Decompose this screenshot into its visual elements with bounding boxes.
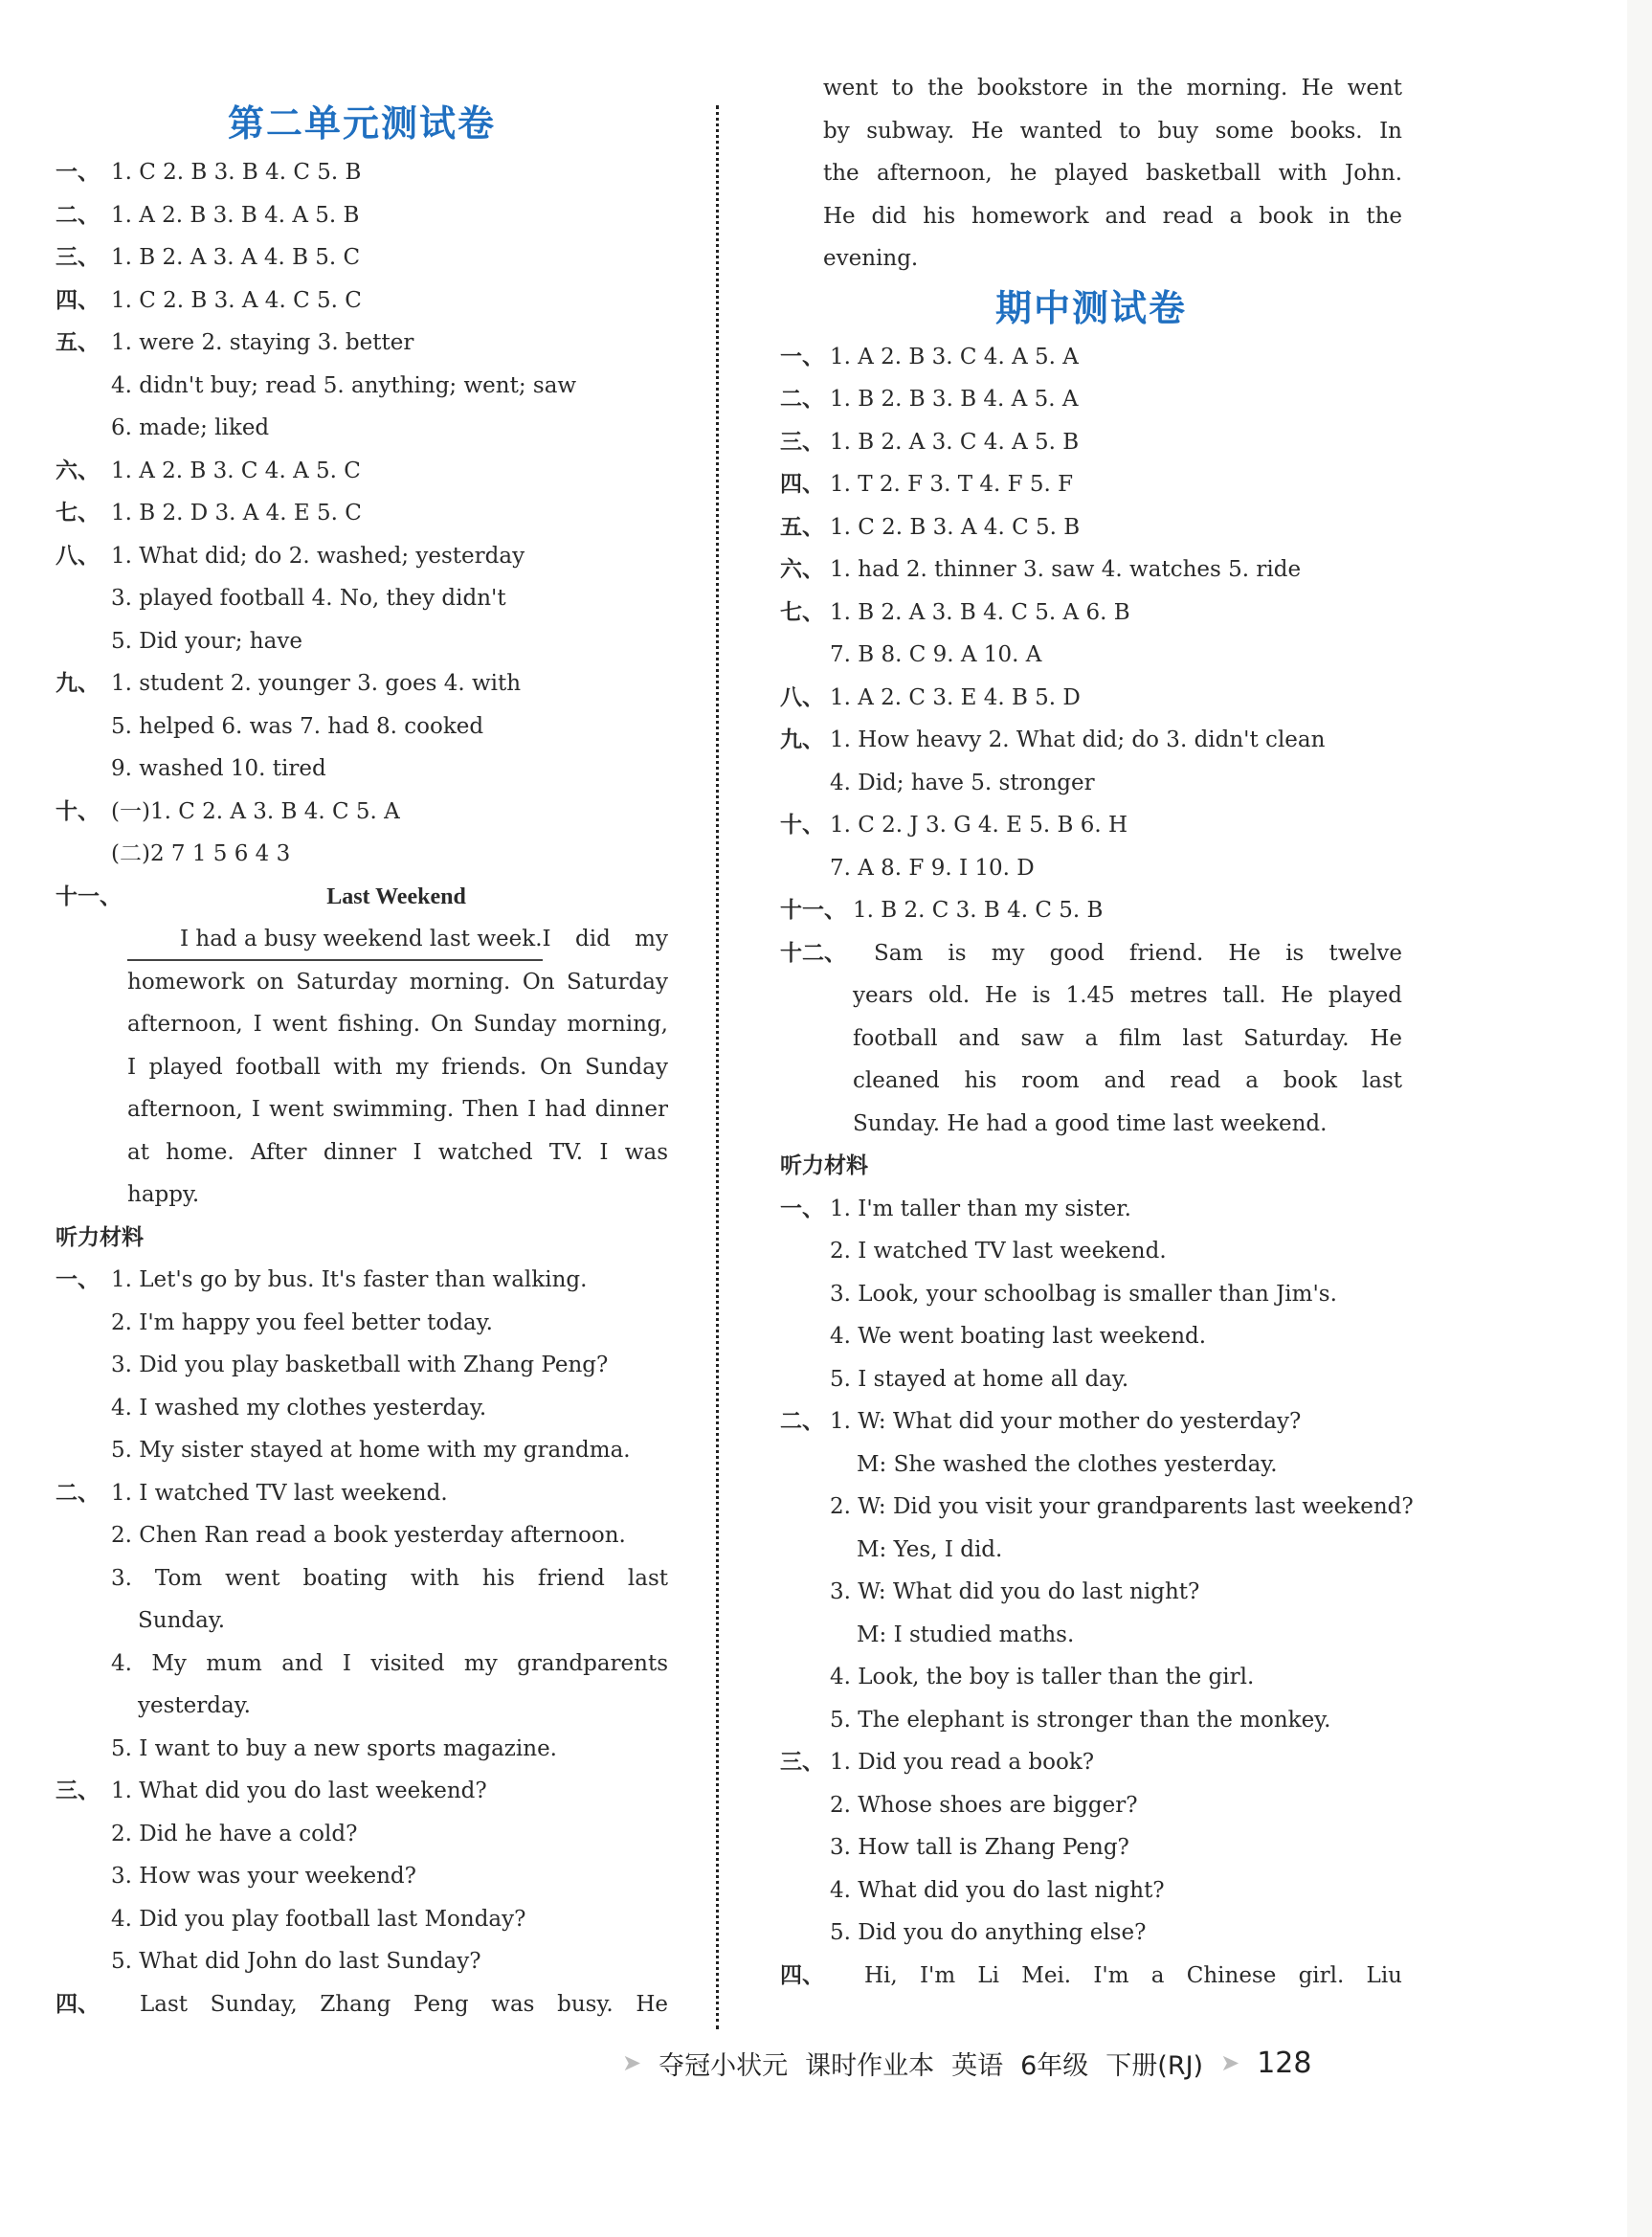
essay-line [780, 1060, 1402, 1103]
section-number [780, 1912, 830, 1955]
essay-line-text: Sunday. He had a good time last weekend. [853, 1110, 1328, 1136]
section-number [780, 1784, 830, 1827]
section-number: 二、 [780, 1409, 824, 1434]
section-number: 四、 [780, 472, 824, 497]
footer-brand: 夺冠小状元 [659, 2050, 789, 2081]
listening-text: 4. Did you play football last Monday? [111, 1906, 526, 1932]
section-number [780, 1486, 830, 1529]
section-number [780, 847, 830, 890]
section-number [56, 1387, 111, 1430]
continued-passage [780, 67, 1402, 280]
essay-number: 十一、 [56, 884, 122, 909]
section-number [56, 1344, 111, 1387]
listening-text: 5. The elephant is stronger than the monkey. [830, 1707, 1331, 1733]
listening-text: 4. We went boating last weekend. [830, 1324, 1207, 1349]
answer-row [56, 791, 668, 834]
listening-label: 听力材料 [56, 1224, 144, 1250]
answer-text: 1. How heavy 2. What did; do 3. didn't clean [830, 727, 1326, 752]
midterm-essay [780, 932, 1402, 1146]
section-number [780, 1656, 830, 1699]
listening-row [56, 1855, 668, 1898]
listening-text: 4. Look, the boy is taller than the girl. [830, 1665, 1255, 1689]
listening-text: 5. Did you do anything else? [830, 1920, 1147, 1945]
section-number [56, 1940, 111, 1983]
essay-line [780, 974, 1402, 1018]
section-number [780, 634, 830, 677]
answer-text: 1. C 2. B 3. B 4. C 5. B [111, 160, 362, 185]
essay-line [56, 1046, 668, 1089]
section-number [780, 1614, 830, 1657]
listening-row [780, 1486, 1414, 1529]
essay-line [56, 1003, 668, 1046]
listening-materials [780, 1188, 1414, 1955]
listening-row [780, 1230, 1402, 1273]
section-number [56, 748, 111, 791]
listening-row [780, 1699, 1402, 1742]
answer-row [780, 421, 1402, 464]
listening-text: 1. Let's go by bus. It's faster than walking. [111, 1267, 588, 1292]
listening-row [56, 1770, 668, 1813]
listening-row [780, 1614, 1402, 1657]
midterm-answers [780, 336, 1402, 932]
unit-answers [56, 151, 668, 876]
listening-text: 3. How tall is Zhang Peng? [830, 1835, 1129, 1860]
listening-row [56, 1940, 668, 1983]
listening-text: yesterday. [138, 1693, 251, 1718]
listening-text: 2. Whose shoes are bigger? [830, 1792, 1138, 1818]
answer-text: 1. C 2. B 3. A 4. C 5. C [111, 287, 362, 313]
answer-row [56, 535, 668, 578]
listening-text: Hi, I'm Li Mei. I'm a Chinese girl. Liu [864, 1962, 1402, 1988]
listening-row [56, 1643, 668, 1686]
answer-text: 1. B 2. A 3. B 4. C 5. A 6. B [830, 599, 1130, 625]
listening-text: 5. What did John do last Sunday? [111, 1949, 481, 1974]
answer-text: 4. didn't buy; read 5. anything; went; saw [111, 372, 577, 398]
essay-line [56, 1088, 668, 1131]
section-number [56, 1685, 111, 1728]
answer-row [780, 336, 1402, 379]
section-number: 八、 [56, 543, 100, 569]
section-number: 四、 [56, 1991, 100, 2017]
listening-row [780, 1955, 1402, 1998]
section-number [780, 1571, 830, 1614]
listening-text: 1. W: What did your mother do yesterday? [830, 1409, 1302, 1434]
listening-row [780, 1188, 1402, 1231]
section-number: 三、 [56, 1778, 100, 1803]
answer-row [56, 407, 668, 450]
section-number [56, 1599, 111, 1643]
answer-text: 7. A 8. F 9. I 10. D [830, 855, 1035, 881]
passage-line [780, 237, 1402, 280]
answer-text: 5. Did your; have [111, 628, 302, 654]
essay-line [56, 1174, 668, 1217]
section-number: 七、 [780, 599, 824, 625]
answer-text: 5. helped 6. was 7. had 8. cooked [111, 713, 484, 739]
section-number [780, 1443, 830, 1487]
essay-line [56, 961, 668, 1004]
listening-row [56, 1557, 668, 1600]
section-number [56, 1429, 111, 1472]
footer-grade: 6年级 [1020, 2050, 1089, 2081]
section-number [56, 1302, 111, 1345]
essay-title: Last Weekend [326, 884, 466, 909]
listening-row [56, 1344, 668, 1387]
answer-text: 1. What did; do 2. washed; yesterday [111, 543, 525, 569]
listening-row [56, 1983, 668, 2026]
answer-row [56, 194, 668, 237]
listening-row [780, 1571, 1402, 1614]
section-number: 十、 [780, 813, 824, 838]
answer-row [56, 322, 668, 365]
essay-line [780, 1103, 1402, 1146]
answer-row [780, 592, 1402, 635]
unit-test-title: 第二单元测试卷 [227, 102, 496, 145]
answer-row [56, 365, 668, 408]
listening-text: M: Yes, I did. [857, 1536, 1003, 1562]
answer-text: (一)1. C 2. A 3. B 4. C 5. A [111, 798, 400, 824]
listening-row [56, 1429, 668, 1472]
section-number [56, 1855, 111, 1898]
section-number: 一、 [780, 344, 824, 369]
listening-text: 2. I'm happy you feel better today. [111, 1309, 493, 1335]
answer-row [780, 889, 1402, 932]
answer-row [780, 847, 1402, 890]
section-number [56, 1728, 111, 1771]
listening-row [56, 1302, 668, 1345]
answer-text: 7. B 8. C 9. A 10. A [830, 642, 1042, 667]
answer-row [56, 577, 668, 620]
answer-row [780, 677, 1402, 720]
answer-row [780, 548, 1402, 592]
answer-text: 1. A 2. B 3. B 4. A 5. B [111, 202, 360, 228]
section-number: 三、 [780, 429, 824, 455]
listening-text: 2. Chen Ran read a book yesterday afternoon. [111, 1523, 626, 1548]
answer-text: 1. C 2. J 3. G 4. E 5. B 6. H [830, 813, 1128, 838]
essay-line-text: at home. After dinner I watched TV. I was [127, 1139, 668, 1165]
section-number: 八、 [780, 684, 824, 710]
listening-row [56, 1472, 668, 1515]
answer-row [56, 705, 668, 749]
section-number: 十、 [56, 798, 100, 824]
passage-line-text: by subway. He wanted to buy some books. In [823, 118, 1402, 144]
right-column [780, 76, 1414, 1997]
section-number: 二、 [780, 387, 824, 412]
section-number [56, 1813, 111, 1856]
listening-row [780, 1273, 1402, 1316]
listening-text: 4. I washed my clothes yesterday. [111, 1395, 487, 1420]
midterm-title: 期中测试卷 [994, 286, 1187, 329]
essay-line [780, 1018, 1402, 1061]
answer-text: 1. A 2. B 3. C 4. A 5. A [830, 344, 1079, 369]
essay-line-text: afternoon, I went fishing. On Sunday morning, [127, 1012, 668, 1037]
answer-text: 4. Did; have 5. stronger [830, 770, 1095, 795]
answer-text: 1. were 2. staying 3. better [111, 330, 414, 355]
section-number: 一、 [56, 1267, 100, 1292]
section-number [56, 705, 111, 749]
listening-row [780, 1358, 1402, 1401]
listening-label: 听力材料 [780, 1153, 868, 1178]
answer-row [56, 662, 668, 705]
listening-text: 1. What did you do last weekend? [111, 1778, 487, 1803]
answer-text: 3. played football 4. No, they didn't [111, 586, 506, 611]
arrow-right-icon: ➤ [1220, 2049, 1240, 2076]
section-number [56, 577, 111, 620]
answer-row [780, 804, 1402, 847]
listening-row [780, 1529, 1402, 1572]
listening-text: 1. Did you read a book? [830, 1750, 1095, 1775]
section-number: 十一、 [780, 898, 846, 923]
listening-row [780, 1826, 1402, 1869]
essay-line [56, 1131, 668, 1174]
section-number: 三、 [56, 245, 100, 270]
section-number: 十二、 [780, 940, 846, 966]
left-column [56, 96, 668, 2025]
listening-row [780, 1784, 1402, 1827]
section-number: 四、 [780, 1962, 824, 1988]
listening-text: 5. I want to buy a new sports magazine. [111, 1735, 557, 1761]
listening-text: 2. I watched TV last weekend. [830, 1239, 1167, 1264]
listening-text: 4. My mum and I visited my grandparents [111, 1650, 668, 1676]
listening-text: 3. Look, your schoolbag is smaller than Jim's. [830, 1281, 1337, 1307]
listening-text: 2. Did he have a cold? [111, 1821, 358, 1846]
page-number: 128 [1257, 2046, 1312, 2080]
listening-row [780, 1741, 1402, 1784]
essay-line-text: football and saw a film last Saturday. He [853, 1025, 1402, 1051]
answer-text: 1. A 2. B 3. C 4. A 5. C [111, 458, 361, 483]
essay-line-text: afternoon, I went swimming. Then I had dinner [127, 1097, 668, 1122]
section-number [56, 1898, 111, 1941]
listening-materials [56, 1259, 668, 1983]
section-number [780, 1273, 830, 1316]
listening-text: 3. Tom went boating with his friend last [111, 1565, 668, 1591]
listening-row [780, 1656, 1402, 1699]
section-number: 一、 [780, 1196, 824, 1221]
listening-text: Last Sunday, Zhang Peng was busy. He [140, 1991, 668, 2017]
answer-text: 1. student 2. younger 3. goes 4. with [111, 671, 522, 696]
section-number: 四、 [56, 287, 100, 313]
answer-row [780, 378, 1402, 421]
answer-text: 1. C 2. B 3. A 4. C 5. B [830, 514, 1081, 540]
listening-row [56, 1728, 668, 1771]
passage-line [780, 67, 1402, 110]
section-number [780, 1315, 830, 1358]
section-number [56, 365, 111, 408]
section-number [56, 1557, 111, 1600]
listening-row [780, 1400, 1402, 1443]
section-number [56, 833, 111, 876]
section-number: 六、 [780, 557, 824, 582]
footer-book: 课时作业本 [805, 2050, 935, 2081]
answer-text: 1. B 2. A 3. C 4. A 5. B [830, 429, 1080, 455]
essay-first-rest: I did my [542, 927, 668, 951]
listening-text: 2. W: Did you visit your grandparents last weekend? [830, 1494, 1414, 1519]
answer-text: 1. B 2. C 3. B 4. C 5. B [853, 898, 1104, 923]
passage-line-text: the afternoon, he played basketball with John. [823, 161, 1402, 186]
passage-line [780, 195, 1402, 238]
answer-text: 1. A 2. C 3. E 4. B 5. D [830, 684, 1081, 710]
answer-row [56, 450, 668, 493]
listening-text: M: She washed the clothes yesterday. [857, 1451, 1278, 1477]
essay-line [780, 932, 1402, 975]
section-number: 二、 [56, 1480, 100, 1506]
listening-text: M: I studied maths. [857, 1622, 1075, 1647]
listening-text: 3. W: What did you do last night? [830, 1579, 1200, 1604]
arrow-right-icon: ➤ [622, 2049, 642, 2076]
listening-row [56, 1259, 668, 1302]
answer-row [780, 463, 1402, 506]
section-number [780, 1358, 830, 1401]
footer-volume: 下册(RJ) [1105, 2050, 1204, 2081]
answer-text: (二)2 7 1 5 6 4 3 [111, 841, 291, 866]
essay-line-text: happy. [127, 1182, 200, 1207]
section-number: 三、 [780, 1750, 824, 1775]
section-number [780, 1230, 830, 1273]
listening-row [780, 1315, 1402, 1358]
section-number [780, 1699, 830, 1742]
answer-text: 9. washed 10. tired [111, 756, 326, 781]
section-number: 一、 [56, 160, 100, 185]
answer-text: 1. B 2. D 3. A 4. E 5. C [111, 501, 362, 526]
column-divider [716, 105, 719, 2029]
page-footer [622, 2039, 1484, 2087]
section-number: 五、 [780, 514, 824, 540]
essay-body [56, 961, 668, 1217]
section-number [780, 1869, 830, 1913]
listening-row [780, 1443, 1402, 1487]
answer-row [56, 833, 668, 876]
answer-row [56, 620, 668, 663]
section-number [56, 407, 111, 450]
section-number: 七、 [56, 501, 100, 526]
section-number [56, 1514, 111, 1557]
listening-row [56, 1813, 668, 1856]
essay-line [56, 918, 668, 961]
passage-line-text: evening. [823, 246, 919, 271]
answer-text: 1. had 2. thinner 3. saw 4. watches 5. ride [830, 557, 1302, 582]
essay-line-text: I played football with my friends. On Sunday [127, 1054, 668, 1080]
listening-text: 1. I watched TV last weekend. [111, 1480, 448, 1506]
essay-line-text: years old. He is 1.45 metres tall. He played [853, 983, 1402, 1008]
section-number [56, 1643, 111, 1686]
listening-text: Sunday. [138, 1608, 226, 1633]
section-number: 五、 [56, 330, 100, 355]
listening-text: 1. I'm taller than my sister. [830, 1196, 1131, 1221]
listening-row [56, 1387, 668, 1430]
essay-line-text: cleaned his room and read a book last [853, 1068, 1402, 1093]
section-number [780, 1826, 830, 1869]
essay-line-text: Sam is my good friend. He is twelve [874, 940, 1402, 966]
section-number: 九、 [56, 671, 100, 696]
section-number [780, 762, 830, 805]
passage-line [780, 110, 1402, 153]
essay-line-text: homework on Saturday morning. On Saturday [127, 969, 668, 995]
listening-row [56, 1685, 668, 1728]
answer-row [56, 748, 668, 791]
listening-text: 4. What did you do last night? [830, 1877, 1165, 1903]
essay-underlined-sentence: I had a busy weekend last week. [127, 918, 543, 961]
section-number: 九、 [780, 727, 824, 752]
answer-row [780, 634, 1402, 677]
passage-line-text: went to the bookstore in the morning. He went [823, 76, 1402, 101]
listening-text: 5. My sister stayed at home with my grandma. [111, 1438, 631, 1463]
listening-row [56, 1898, 668, 1941]
answer-text: 1. T 2. F 3. T 4. F 5. F [830, 472, 1074, 497]
listening-row [780, 1912, 1402, 1955]
listening-row [56, 1514, 668, 1557]
listening-text: 3. How was your weekend? [111, 1864, 416, 1889]
section-number: 六、 [56, 458, 100, 483]
answer-row [56, 151, 668, 194]
section-number: 二、 [56, 202, 100, 228]
footer-subject: 英语 [951, 2050, 1004, 2081]
answer-text: 1. B 2. A 3. A 4. B 5. C [111, 245, 361, 270]
section-number [56, 620, 111, 663]
answer-text: 6. made; liked [111, 415, 270, 440]
answer-row [780, 506, 1402, 549]
answer-row [56, 280, 668, 323]
answer-row [56, 492, 668, 535]
essay-heading-row [56, 876, 668, 919]
answer-row [56, 236, 668, 280]
answer-text: 1. B 2. B 3. B 4. A 5. A [830, 387, 1079, 412]
listening-text: 5. I stayed at home all day. [830, 1366, 1129, 1392]
passage-line [780, 152, 1402, 195]
section-number [780, 1529, 830, 1572]
listening-row [780, 1869, 1402, 1913]
answer-row [780, 719, 1402, 762]
answer-row [780, 762, 1402, 805]
listening-row [56, 1599, 668, 1643]
listening-text: 3. Did you play basketball with Zhang Peng? [111, 1353, 609, 1377]
passage-line-text: He did his homework and read a book in the [823, 203, 1402, 229]
